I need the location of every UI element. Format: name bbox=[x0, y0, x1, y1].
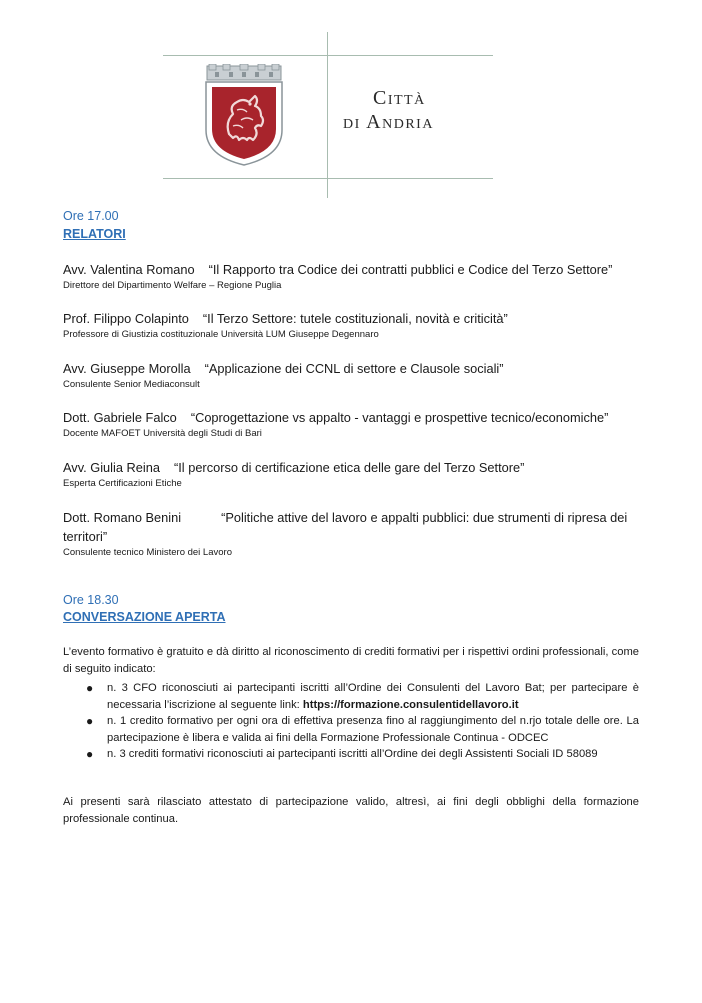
city-name-line2: di Andria bbox=[343, 111, 434, 133]
list-item bbox=[63, 713, 639, 746]
speaker-name: Avv. Valentina Romano bbox=[63, 262, 195, 277]
session1-title: RELATORI bbox=[63, 227, 126, 241]
speaker-role: Consulente Senior Mediaconsult bbox=[63, 379, 200, 390]
credits-list bbox=[63, 680, 639, 763]
header-rule-left-bottom bbox=[163, 178, 327, 179]
speaker-block bbox=[63, 359, 643, 392]
bullet-icon: ● bbox=[86, 747, 94, 761]
speaker-talk: “Politiche attive del lavoro e appalti pubblici: due strumenti di ripresa dei territori” bbox=[63, 510, 628, 544]
speaker-role: Direttore del Dipartimento Welfare – Regione Puglia bbox=[63, 280, 282, 291]
speaker-talk: “Applicazione dei CCNL di settore e Clausole sociali” bbox=[204, 361, 504, 376]
header-rule-right-bottom bbox=[327, 178, 493, 179]
speaker-talk: “Il Terzo Settore: tutele costituzionali, novità e criticità” bbox=[202, 311, 508, 326]
speaker-role: Professore di Giustizia costituzionale Università LUM Giuseppe Degennaro bbox=[63, 329, 379, 340]
session1-time: Ore 17.00 bbox=[63, 209, 119, 223]
speaker-role: Consulente tecnico Ministero dei Lavoro bbox=[63, 547, 232, 558]
speaker-name: Avv. Giulia Reina bbox=[63, 460, 160, 475]
header-vertical-rule bbox=[327, 32, 328, 198]
city-crest-icon bbox=[203, 64, 285, 166]
city-name-line1: Città bbox=[373, 87, 426, 109]
credits-intro: L’evento formativo è gratuito e dà diritto al riconoscimento di crediti formativi per i rispettivi ordini professionali, come di seguito indicato: bbox=[63, 646, 639, 675]
speaker-block bbox=[63, 508, 639, 560]
speaker-block bbox=[63, 309, 643, 342]
header-rule-left-top bbox=[163, 55, 327, 56]
list-item bbox=[63, 680, 639, 713]
speaker-talk: “Il percorso di certificazione etica delle gare del Terzo Settore” bbox=[173, 460, 525, 475]
credit-text: n. 1 credito formativo per ogni ora di effettiva presenza fino al raggiungimento del n.rjo totale delle ore. La partecipazione è libera e valida ai fini della Formazione Professionale Continua - ODCEC bbox=[107, 715, 639, 744]
speaker-block bbox=[63, 260, 643, 293]
speaker-role: Docente MAFOET Università degli Studi di Bari bbox=[63, 428, 262, 439]
speaker-block bbox=[63, 458, 643, 491]
speaker-block bbox=[63, 408, 643, 441]
city-name bbox=[343, 86, 493, 134]
speaker-talk: “Coprogettazione vs appalto - vantaggi e prospettive tecnico/economiche” bbox=[190, 410, 609, 425]
session2-title: CONVERSAZIONE APERTA bbox=[63, 610, 226, 624]
list-item bbox=[63, 746, 639, 763]
speaker-role: Esperta Certificazioni Etiche bbox=[63, 478, 182, 489]
registration-link[interactable]: https://formazione.consulentidellavoro.it bbox=[302, 698, 519, 711]
speaker-name: Prof. Filippo Colapinto bbox=[63, 311, 189, 326]
speaker-name: Avv. Giuseppe Morolla bbox=[63, 361, 191, 376]
speaker-name: Dott. Gabriele Falco bbox=[63, 410, 177, 425]
speaker-talk: “Il Rapporto tra Codice dei contratti pubblici e Codice del Terzo Settore” bbox=[208, 262, 613, 277]
credit-text: n. 3 CFO riconosciuti ai partecipanti iscritti all’Ordine dei Consulenti del Lavoro Bat; per partecipare è necessaria l’iscrizione al seguente link: bbox=[107, 682, 639, 711]
closing-paragraph: Ai presenti sarà rilasciato attestato di partecipazione valido, altresì, ai fini degli obblighi della formazione professionale continua. bbox=[63, 796, 639, 825]
speaker-name: Dott. Romano Benini bbox=[63, 510, 182, 525]
bullet-icon: ● bbox=[86, 681, 94, 695]
credit-text: n. 3 crediti formativi riconosciuti ai partecipanti iscritti all’Ordine dei degli Assistenti Sociali ID 58089 bbox=[107, 748, 598, 760]
bullet-icon: ● bbox=[86, 714, 94, 728]
header-rule-right-top bbox=[327, 55, 493, 56]
session2-time: Ore 18.30 bbox=[63, 593, 119, 607]
